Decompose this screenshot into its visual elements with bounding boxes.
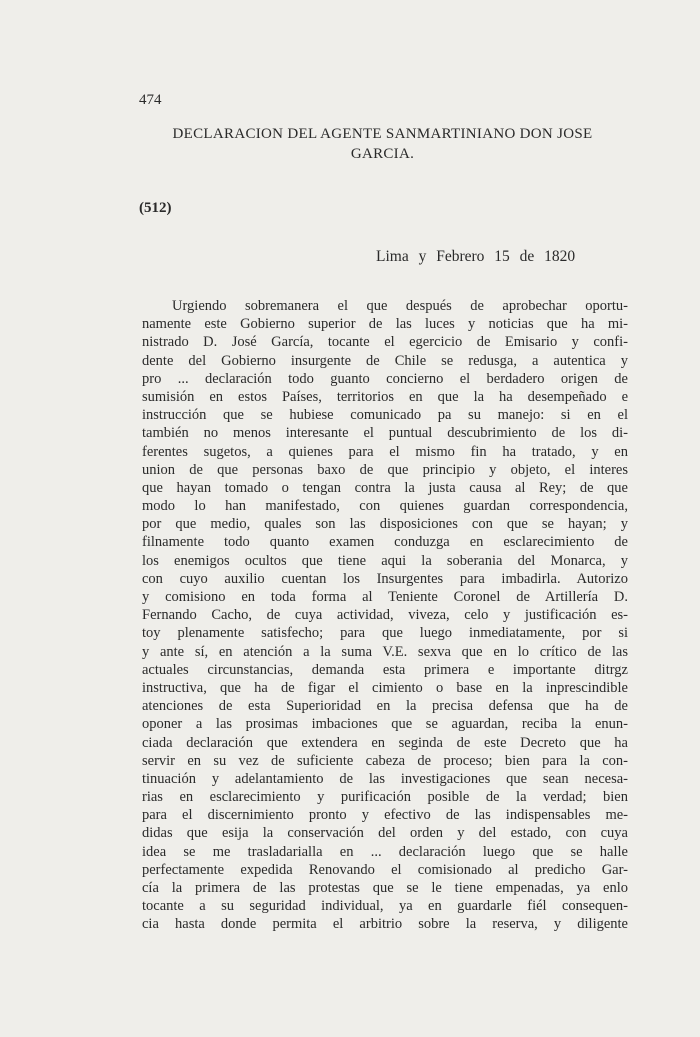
body-line: ciada declaración que extendera en seginda de este Decreto que ha	[142, 734, 628, 751]
body-line: que hayan tomado o tengan contra la justa causa al Rey; de que	[142, 479, 628, 496]
body-line: perfectamente expedida Renovando el comisionado al predicho Gar-	[142, 861, 628, 878]
body-line: Urgiendo sobremanera el que después de aprobechar oportu-	[172, 298, 628, 314]
document-title	[130, 124, 635, 164]
body-line: y ante sí, en atención a la suma V.E. sexva que en lo crítico de las	[142, 643, 628, 660]
body-line: oponer a las prosimas imbaciones que se aguardan, reciba la enun-	[142, 716, 628, 733]
page-number: 474	[139, 92, 162, 108]
body-line: instructiva, que ha de figar el cimiento o base en la inprescindible	[142, 679, 628, 696]
document-title-line-1: DECLARACION DEL AGENTE SANMARTINIANO DON JOSE	[172, 126, 593, 142]
body-line: filnamente todo quanto examen conduzga en esclarecimiento de	[142, 534, 628, 551]
body-line: cía la primera de las protestas que se le tiene empenadas, ya enlo	[142, 880, 628, 896]
body-line: tinuación y adelantamiento de las investigaciones que sean necesa-	[142, 770, 628, 787]
body-paragraph	[142, 297, 628, 934]
body-line: actuales circunstancias, demanda esta primera e importante ditrgz	[142, 661, 628, 678]
body-line: didas que esija la conservación del orden y del estado, con cuya	[142, 825, 628, 842]
document-number: (512)	[139, 200, 172, 216]
body-line: modo lo han manifestado, con quienes guardan correspondencia,	[142, 498, 628, 515]
body-line: namente este Gobierno superior de las luces y noticias que ha mi-	[142, 316, 628, 333]
body-line: atenciones de esta Superioridad en la precisa defensa que ha de	[142, 698, 628, 715]
body-line: toy plenamente satisfecho; para que luego inmediatamente, por si	[142, 625, 628, 642]
body-line: rias en esclarecimiento y purificación posible de la verdad; bien	[142, 789, 628, 806]
document-title-line-2: GARCIA.	[350, 146, 415, 162]
body-line: ferentes sugetos, a quienes para el mismo fin ha tratado, y en	[142, 443, 628, 460]
body-line: también no menos interesante el puntual descubrimiento de los di-	[142, 425, 628, 442]
body-line: idea se me trasladarialla en ... declaración luego que se halle	[142, 843, 628, 860]
body-line: y comisiono en toda forma al Teniente Coronel de Artillería D.	[142, 589, 628, 605]
body-line: pro ... declaración todo guanto concierno el berdadero origen de	[142, 370, 628, 387]
body-line: Fernando Cacho, de cuya actividad, viveza, celo y justificación es-	[142, 607, 628, 624]
body-line: servir en su vez de suficiente cabeza de proceso; bien para la con-	[142, 752, 628, 769]
body-line: para el discernimiento pronto y efectivo de las indispensables me-	[142, 807, 628, 824]
body-line: nistrado D. José García, tocante el egercicio de Emisario y confi-	[142, 334, 628, 351]
body-line: por que medio, quales son las disposiciones con que se hayan; y	[142, 516, 628, 533]
body-line: los enemigos ocultos que tiene aqui la soberania del Monarca, y	[142, 552, 628, 569]
body-line: dente del Gobierno insurgente de Chile se redusga, a autentica y	[142, 352, 628, 369]
dateline: Lima y Febrero 15 de 1820	[376, 248, 576, 265]
body-line: cia hasta donde permita el arbitrio sobre la reserva, y diligente	[142, 916, 628, 933]
body-line: con cuyo auxilio cuentan los Insurgentes para imbadirla. Autorizo	[142, 570, 628, 587]
body-line: union de que personas baxo de que principio y objeto, el interes	[142, 461, 628, 478]
body-line: instrucción que se hubiese comunicado pa su manejo: si en el	[142, 407, 628, 424]
body-line: tocante a su seguridad individual, ya en guardarle fiél consequen-	[142, 898, 628, 915]
body-line: sumisión en estos Países, territorios en que la ha desempeñado e	[142, 388, 628, 405]
